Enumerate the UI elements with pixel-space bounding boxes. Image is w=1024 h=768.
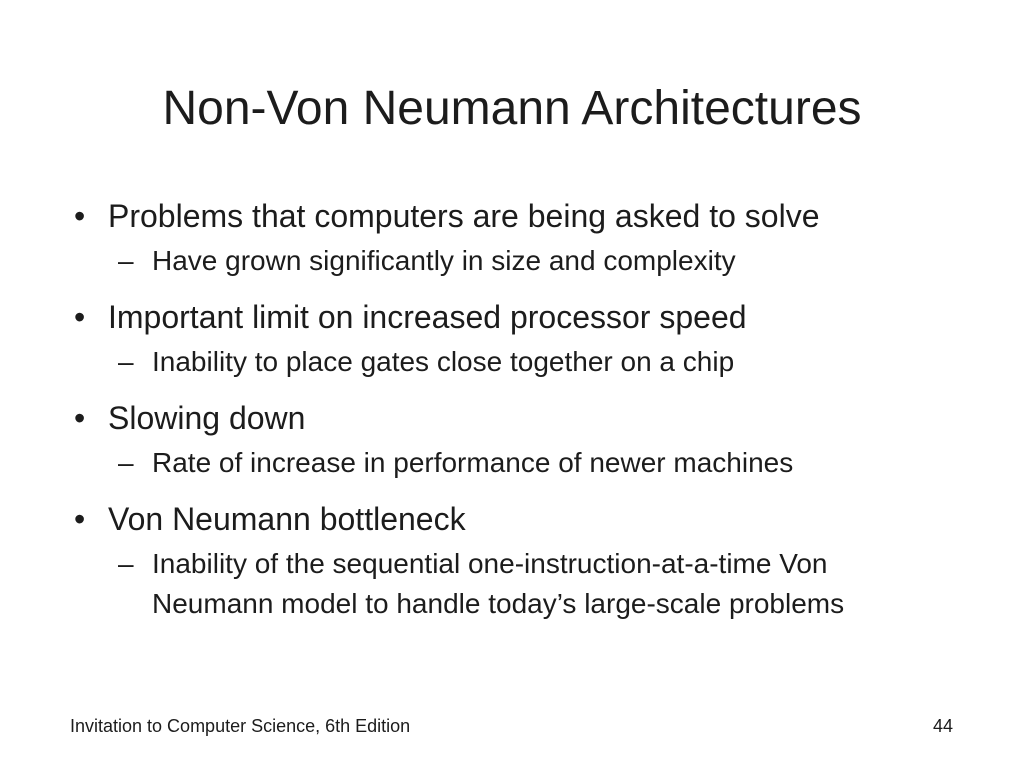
sub-bullet-item [118,544,970,624]
sub-bullet-text: Rate of increase in performance of newer machines [152,447,794,478]
sub-bullet-item [118,443,970,483]
sub-bullet-item [118,241,970,281]
sub-bullet-text: Inability of the sequential one-instruction-at-a-time Von Neumann model to handle today’s large-scale problems [152,548,845,619]
bullet-text: Problems that computers are being asked to solve [108,198,820,234]
bullet-item [70,396,970,440]
sub-bullet-marker: – [118,245,134,276]
bullet-marker: • [74,501,86,537]
bullet-item [70,497,970,541]
bullet-item [70,295,970,339]
bullet-text: Slowing down [108,400,306,436]
bullet-text: Important limit on increased processor speed [108,299,747,335]
bullet-marker: • [74,198,86,234]
bullet-marker: • [74,400,86,436]
slide-number: 44 [932,716,953,736]
bullet-item [70,194,970,238]
sub-bullet-marker: – [118,447,134,478]
sub-bullet-text: Have grown significantly in size and complexity [152,245,736,276]
sub-bullet-marker: – [118,548,134,579]
bullet-text: Von Neumann bottleneck [108,501,466,537]
slide-title: Non-Von Neumann Architectures [162,82,862,135]
sub-bullet-marker: – [118,346,134,377]
bullet-list [70,194,970,638]
bullet-marker: • [74,299,86,335]
footer-source: Invitation to Computer Science, 6th Edition [70,716,411,736]
sub-bullet-item [118,342,970,382]
sub-bullet-text: Inability to place gates close together on a chip [152,346,735,377]
